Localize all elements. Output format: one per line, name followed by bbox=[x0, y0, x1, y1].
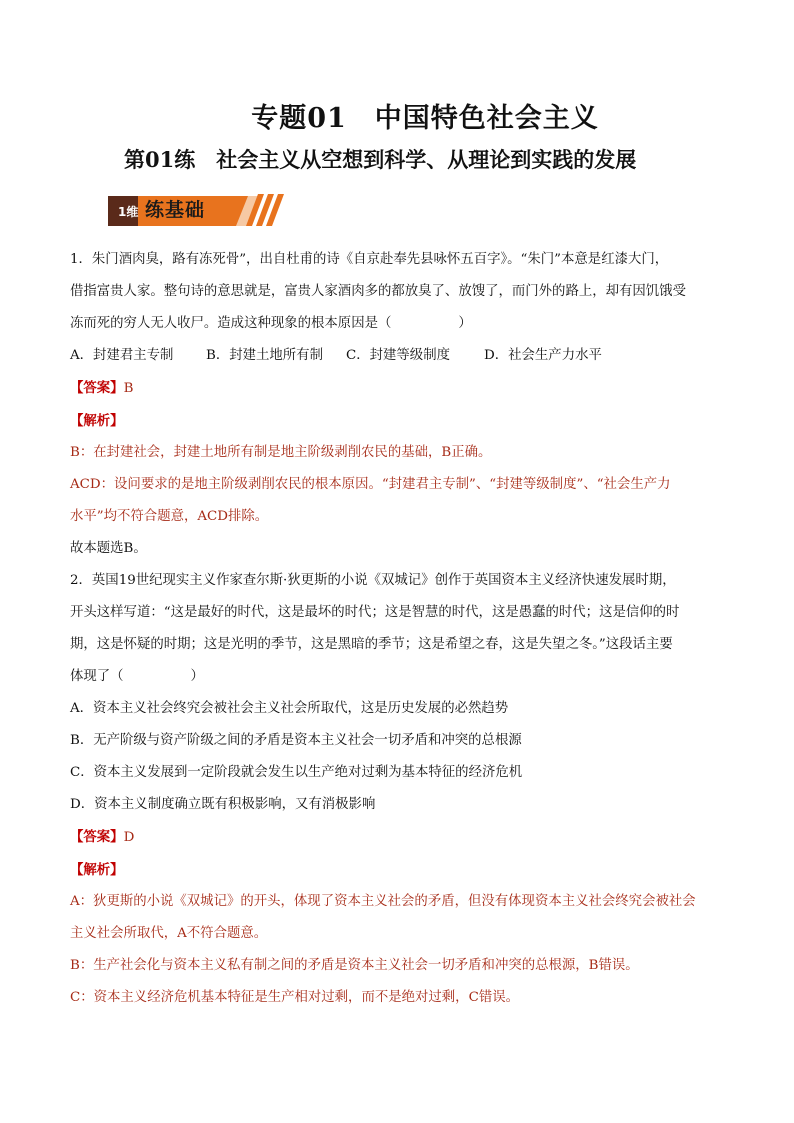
q2-option-b: B．无产阶级与资产阶级之间的矛盾是资本主义社会一切矛盾和冲突的总根源 bbox=[70, 733, 522, 748]
q2-analysis-line1: A：狄更斯的小说《双城记》的开头，体现了资本主义社会的矛盾，但没有体现资本主义社会终究会被社会 bbox=[70, 894, 696, 909]
q1-analysis-line3: 水平”均不符合题意，ACD排除。 bbox=[70, 509, 269, 524]
q2-stem-line3: 期，这是怀疑的时期；这是光明的季节，这是黑暗的季节；这是希望之春，这是失望之冬。”这段话主要 bbox=[70, 637, 673, 652]
page-subtitle: 第01练 社会主义从空想到科学、从理论到实践的发展 bbox=[124, 147, 637, 172]
q1-option-c: C．封建等级制度 bbox=[346, 348, 450, 363]
section-banner bbox=[108, 186, 288, 230]
page-title: 专题01 中国特色社会主义 bbox=[251, 103, 599, 134]
q1-option-a: A．封建君主专制 bbox=[70, 348, 174, 363]
q1-stem-line3: 冻而死的穷人无人收尸。造成这种现象的根本原因是（ ） bbox=[70, 316, 472, 331]
banner-level: 1维 bbox=[118, 205, 139, 219]
q1-stem-line2: 借指富贵人家。整句诗的意思就是，富贵人家酒肉多的都放臭了、放馊了，而门外的路上，却有因饥饿受 bbox=[70, 284, 686, 299]
q1-answer bbox=[70, 372, 730, 405]
q2-stem-line4: 体现了（ ） bbox=[70, 669, 204, 684]
q1-answer-label: 【答案】 bbox=[70, 380, 124, 396]
q2-stem-line2: 开头这样写道：“这是最好的时代，这是最坏的时代；这是智慧的时代，这是愚蠢的时代；这是信仰的时 bbox=[70, 605, 680, 620]
q2-option-d: D．资本主义制度确立既有积极影响，又有消极影响 bbox=[70, 797, 376, 812]
banner-label: 练基础 bbox=[145, 199, 206, 221]
q2-answer-value: D bbox=[123, 830, 135, 845]
q1-analysis-line2: ACD：设问要求的是地主阶级剥削农民的根本原因。“封建君主专制”、“封建等级制度”、“社会生产力 bbox=[70, 477, 671, 492]
q2-option-c: C．资本主义发展到一定阶段就会发生以生产绝对过剩为基本特征的经济危机 bbox=[70, 765, 523, 780]
q1-options bbox=[70, 340, 730, 372]
q1-answer-value: B bbox=[123, 381, 134, 396]
q1-conclusion: 故本题选B。 bbox=[70, 541, 147, 556]
q1-analysis-line1: B：在封建社会，封建土地所有制是地主阶级剥削农民的基础，B正确。 bbox=[70, 445, 492, 460]
document-body bbox=[70, 244, 730, 1014]
q2-option-a: A．资本主义社会终究会被社会主义社会所取代，这是历史发展的必然趋势 bbox=[70, 701, 509, 716]
q1-analysis-label: 【解析】 bbox=[70, 413, 124, 429]
q2-analysis-line4: C：资本主义经济危机基本特征是生产相对过剩，而不是绝对过剩，C错误。 bbox=[70, 990, 519, 1005]
q2-analysis-label: 【解析】 bbox=[70, 862, 124, 878]
q2-analysis-line2: 主义社会所取代，A不符合题意。 bbox=[70, 926, 268, 941]
q1-option-d: D．社会生产力水平 bbox=[484, 348, 602, 363]
q1-stem-line1: 1．朱门酒肉臭，路有冻死骨”，出自杜甫的诗《自京赴奉先县咏怀五百字》。“朱门”本意是红漆大门， bbox=[70, 252, 669, 267]
q2-stem-line1: 2．英国19世纪现实主义作家查尔斯·狄更斯的小说《双城记》创作于英国资本主义经济快速发展时期， bbox=[70, 573, 676, 588]
q1-option-b: B．封建土地所有制 bbox=[206, 348, 323, 363]
q2-analysis-line3: B：生产社会化与资本主义私有制之间的矛盾是资本主义社会一切矛盾和冲突的总根源，B错误。 bbox=[70, 958, 639, 973]
q2-answer bbox=[70, 821, 730, 854]
q2-answer-label: 【答案】 bbox=[70, 829, 124, 845]
